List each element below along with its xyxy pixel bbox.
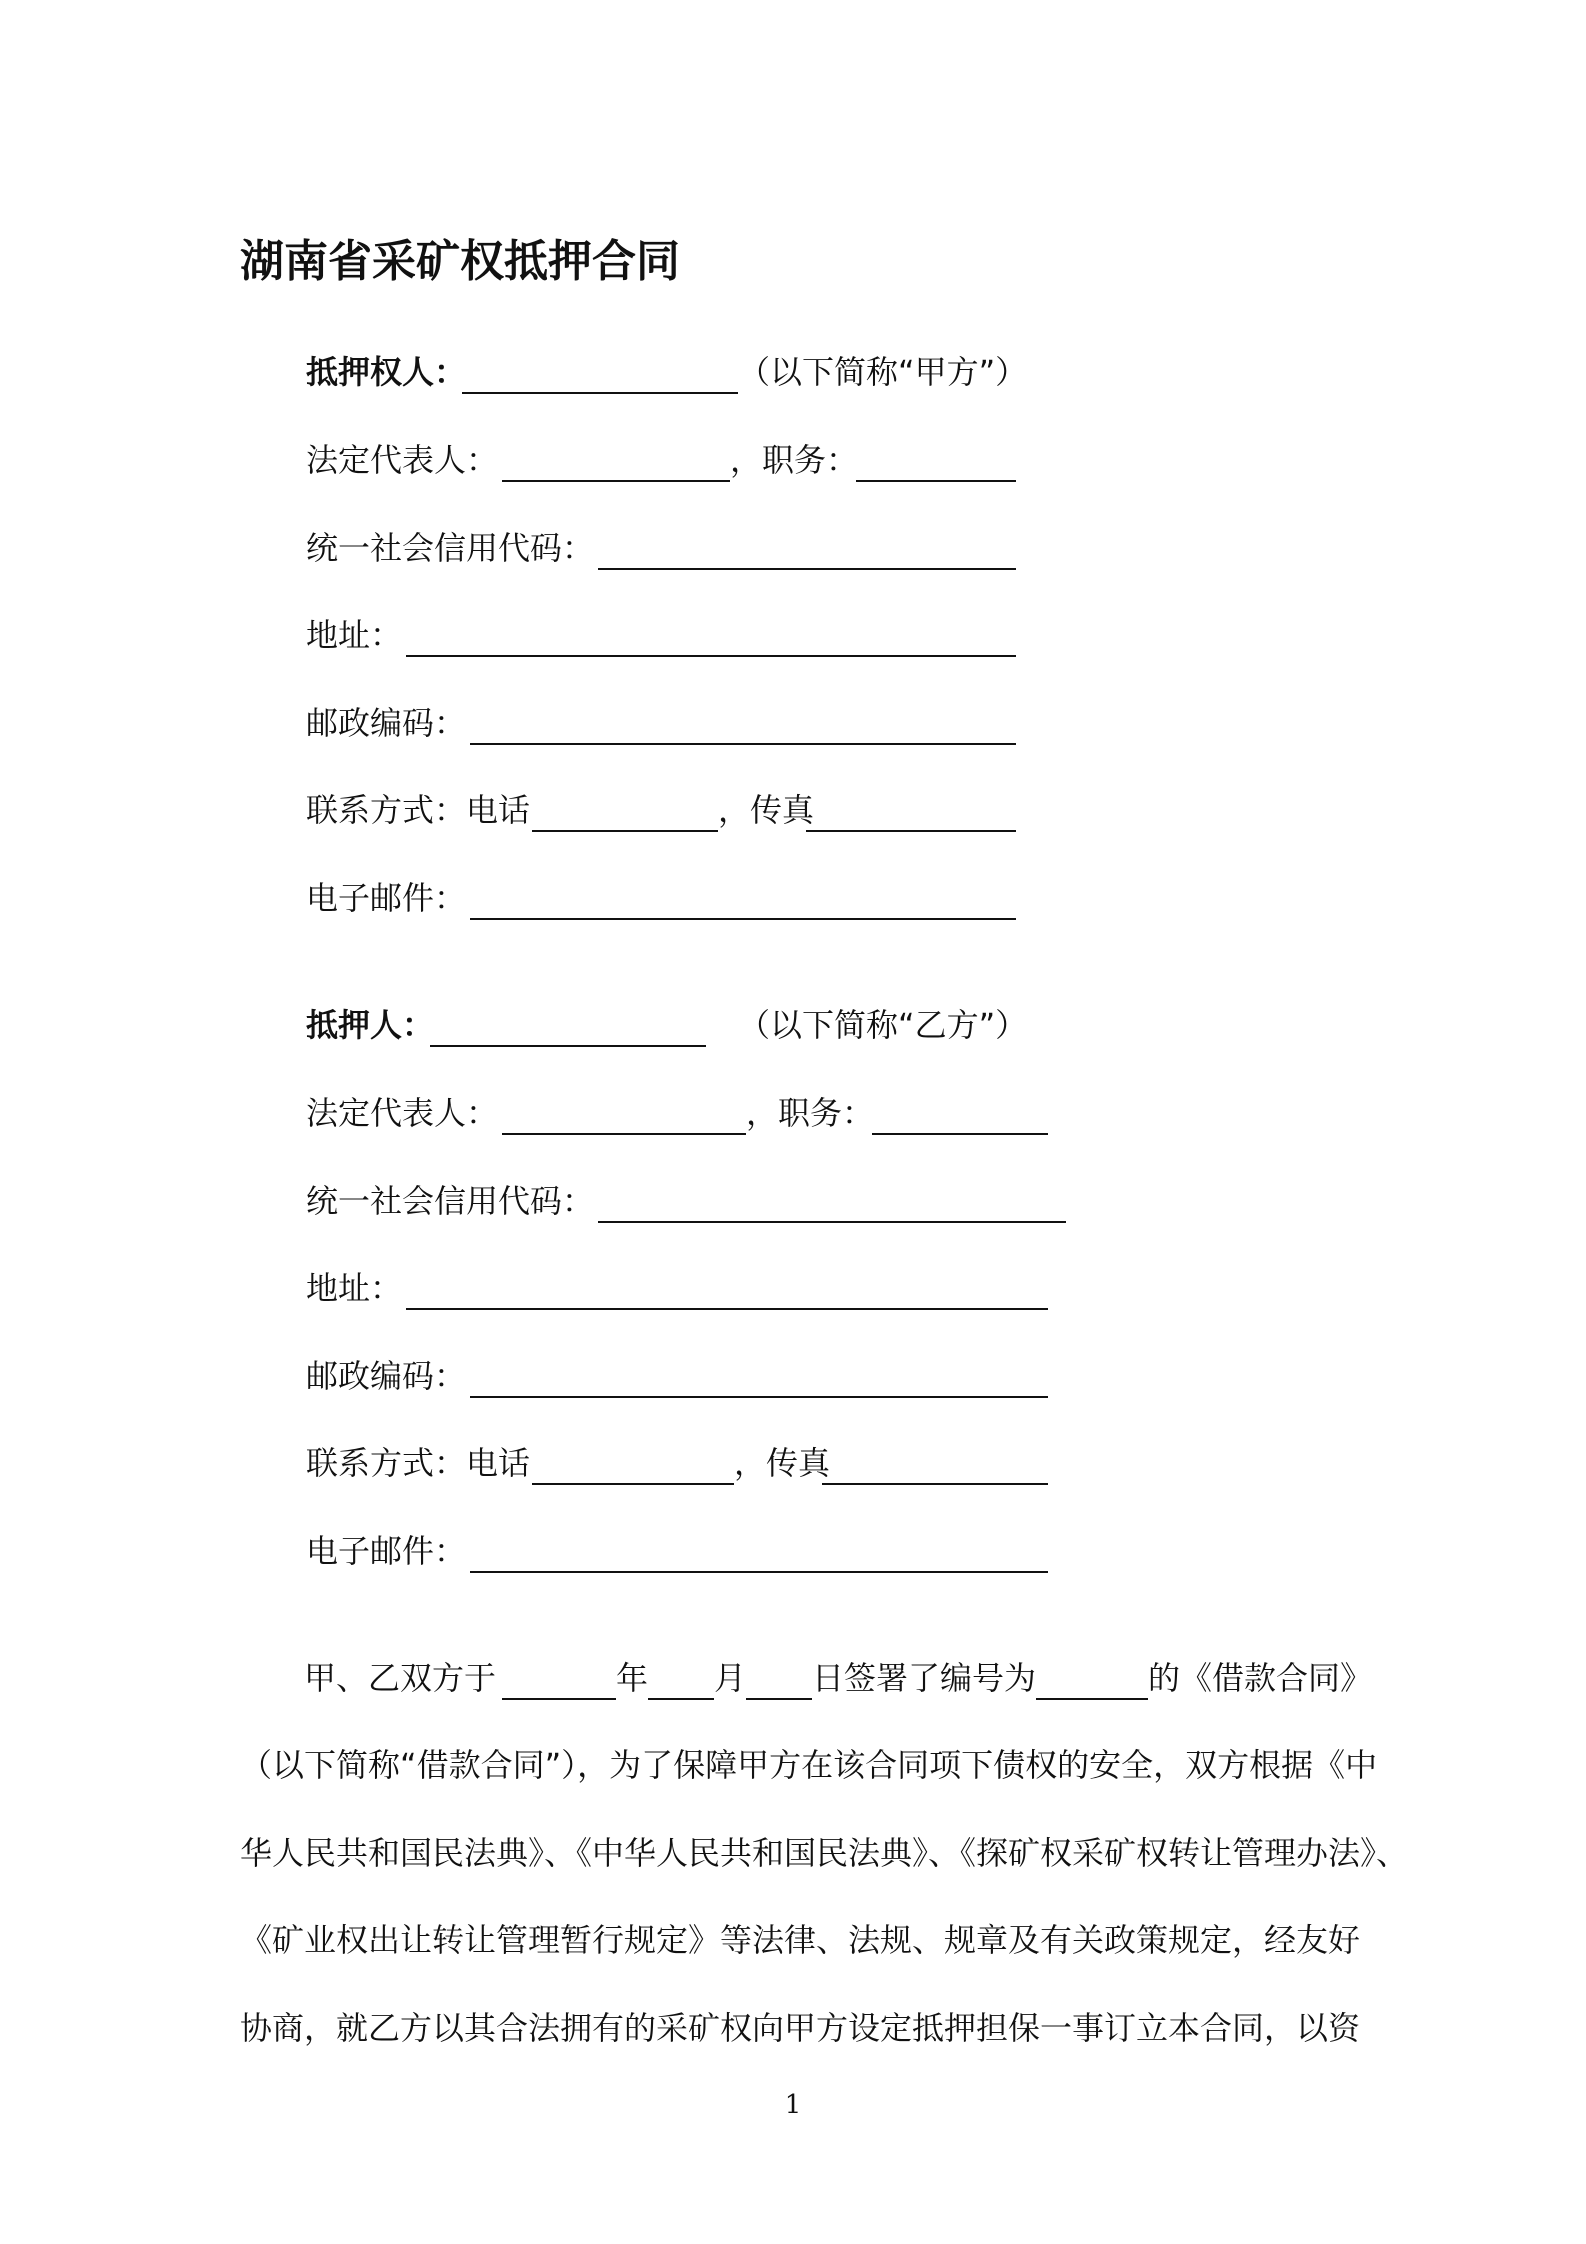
address-blank[interactable]	[406, 655, 1016, 657]
fax-label: ，传真	[734, 1444, 831, 1482]
phone-blank[interactable]	[532, 1483, 734, 1485]
fax-blank[interactable]	[822, 1483, 1048, 1485]
email-blank[interactable]	[470, 918, 1016, 920]
page-number: 1	[784, 2090, 802, 2120]
credit-code-blank[interactable]	[598, 568, 1016, 570]
contact-label: 联系方式：电话	[306, 791, 531, 829]
legal-rep-blank[interactable]	[502, 480, 730, 482]
body-line-1	[240, 1652, 1373, 1704]
mortgagor-blank[interactable]	[430, 1045, 706, 1047]
mortgagor-label: 抵押人：	[306, 1006, 435, 1044]
credit-code-label: 统一社会信用代码：	[306, 529, 595, 567]
address-label: 地址：	[306, 616, 403, 654]
sign-year-blank[interactable]	[502, 1698, 616, 1700]
legal-rep-label: 法定代表人：	[306, 441, 499, 479]
document-title: 湖南省采矿权抵押合同	[240, 236, 680, 287]
credit-code-label: 统一社会信用代码：	[306, 1182, 595, 1220]
position-label: ，职务：	[746, 1094, 875, 1132]
mortgagee-blank[interactable]	[462, 392, 738, 394]
sign-month-blank[interactable]	[648, 1698, 714, 1700]
phone-blank[interactable]	[532, 830, 718, 832]
position-label: ，职务：	[730, 441, 859, 479]
mortgagee-label: 抵押权人：	[306, 353, 467, 391]
email-blank[interactable]	[470, 1571, 1048, 1573]
postcode-label: 邮政编码：	[306, 704, 467, 742]
postcode-blank[interactable]	[470, 1396, 1048, 1398]
address-blank[interactable]	[406, 1308, 1048, 1310]
fax-blank[interactable]	[806, 830, 1016, 832]
body-line-1-start: 甲、乙双方于	[304, 1659, 497, 1697]
body-line-1-end: 的《借款合同》	[1148, 1659, 1373, 1697]
fax-label: ，传真	[718, 791, 815, 829]
email-label: 电子邮件：	[306, 1532, 467, 1570]
day-label: 日签署了编号为	[812, 1659, 1037, 1697]
contact-label: 联系方式：电话	[306, 1444, 531, 1482]
body-line-2: （以下简称“借款合同”），为了保障甲方在该合同项下债权的安全，双方根据《中	[240, 1746, 1378, 1784]
contract-number-blank[interactable]	[1036, 1698, 1148, 1700]
body-line-4: 《矿业权出让转让管理暂行规定》等法律、法规、规章及有关政策规定，经友好	[240, 1921, 1361, 1959]
body-line-3: 华人民共和国民法典》、《中华人民共和国民法典》、《探矿权采矿权转让管理办法》、	[240, 1834, 1409, 1872]
year-label: 年	[616, 1659, 649, 1697]
address-label: 地址：	[306, 1269, 403, 1307]
postcode-blank[interactable]	[470, 743, 1016, 745]
mortgagor-note: （以下简称“乙方”）	[738, 1006, 1028, 1044]
position-blank[interactable]	[872, 1133, 1048, 1135]
sign-day-blank[interactable]	[746, 1698, 812, 1700]
credit-code-blank[interactable]	[598, 1221, 1066, 1223]
legal-rep-blank[interactable]	[502, 1133, 746, 1135]
position-blank[interactable]	[856, 480, 1016, 482]
mortgagee-note: （以下简称“甲方”）	[738, 353, 1028, 391]
body-line-5: 协商，就乙方以其合法拥有的采矿权向甲方设定抵押担保一事订立本合同，以资	[240, 2009, 1361, 2047]
month-label: 月	[714, 1659, 747, 1697]
email-label: 电子邮件：	[306, 879, 467, 917]
postcode-label: 邮政编码：	[306, 1357, 467, 1395]
legal-rep-label: 法定代表人：	[306, 1094, 499, 1132]
